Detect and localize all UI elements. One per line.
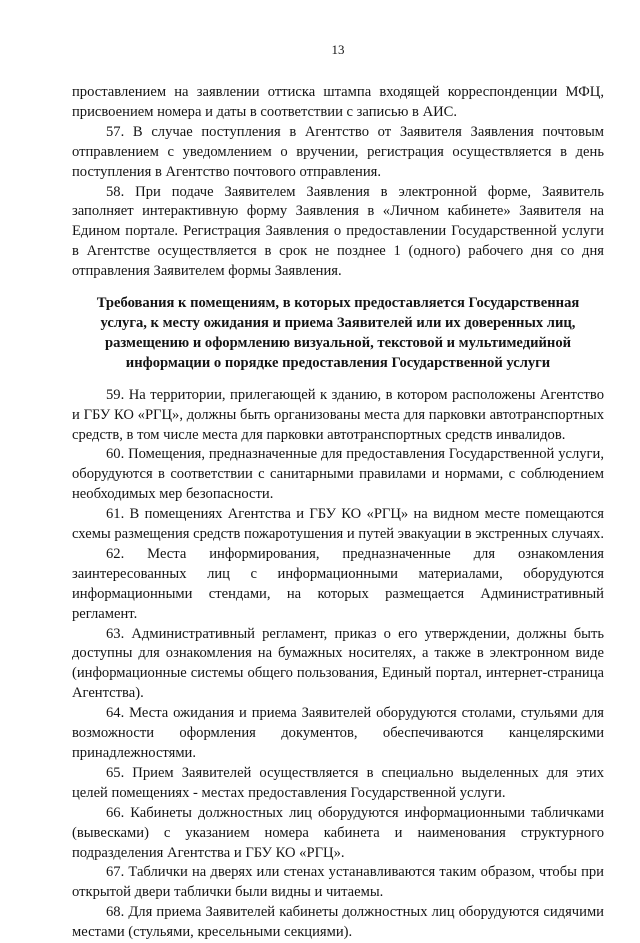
document-page <box>72 0 604 941</box>
paragraph-56-continuation: проставлением на заявлении оттиска штампа входящей корреспонденции МФЦ, присвоением номера и даты в соответствии с записью в АИС. <box>72 84 604 120</box>
paragraph-60: 60. Помещения, предназначенные для предоставления Государственной услуги, оборудуются в соответствии с санитарными правилами и нормами, с соблюдением необходимых мер безопасности. <box>72 446 604 503</box>
paragraph-67: 67. Таблички на дверях или стенах устанавливаются таким образом, чтобы при открытой двери таблички были видны и читаемы. <box>72 864 604 901</box>
paragraph-63: 63. Административный регламент, приказ о его утверждении, должны быть доступны для ознакомления на бумажных носителях, а также в электронном виде (информационные системы общего пользования, Единый портал, интернет-страница Агентства). <box>72 625 604 702</box>
paragraph-58: 58. При подаче Заявителем Заявления в электронной форме, Заявитель заполняет интерактивную форму Заявления в «Личном кабинете» Заявителя на Едином портале. Регистрация Заявления о предоставлении Государственной услуги в Агентстве осуществляется в срок не позднее 1 (одного) рабочего дня со дня отправления Заявителем формы Заявления. <box>72 183 604 280</box>
section-heading: Требования к помещениям, в которых предоставляется Государственная услуга, к месту ожидания и приема Заявителей или их доверенных лиц, размещению и оформлению визуальной, текстовой и мультимедийной информации о порядке предоставления Государственной услуги <box>96 295 580 371</box>
paragraph-68: 68. Для приема Заявителей кабинеты должностных лиц оборудуются сидячими местами (стульями, кресельными секциями). <box>72 904 604 941</box>
page-number: 13 <box>331 42 345 57</box>
paragraph-59: 59. На территории, прилегающей к зданию, в котором расположены Агентство и ГБУ КО «РГЦ», должны быть организованы места для парковки автотранспортных средств, в том числе места для парковки автотранспортных средств инвалидов. <box>72 386 604 443</box>
paragraph-61: 61. В помещениях Агентства и ГБУ КО «РГЦ» на видном месте помещаются схемы размещения средств пожаротушения и путей эвакуации в экстренных случаях. <box>72 506 604 543</box>
document-body <box>72 83 604 943</box>
paragraph-62: 62. Места информирования, предназначенные для ознакомления заинтересованных лиц с информационными материалами, оборудуются информационными стендами, на которых размещается Административный регламент. <box>72 545 604 622</box>
paragraph-57: 57. В случае поступления в Агентство от Заявителя Заявления почтовым отправлением с уведомлением о вручении, регистрация осуществляется в день поступления в Агентство почтового отправления. <box>72 123 604 180</box>
paragraph-64: 64. Места ожидания и приема Заявителей оборудуются столами, стульями для возможности оформления документов, обеспечиваются канцелярскими принадлежностями. <box>72 705 604 761</box>
paragraph-66: 66. Кабинеты должностных лиц оборудуются информационными табличками (вывесками) с указанием номера кабинета и наименования структурного подразделения Агентства и ГБУ КО «РГЦ». <box>72 804 604 861</box>
paragraph-65: 65. Прием Заявителей осуществляется в специально выделенных для этих целей помещениях - местах предоставления Государственной услуги. <box>72 764 604 801</box>
